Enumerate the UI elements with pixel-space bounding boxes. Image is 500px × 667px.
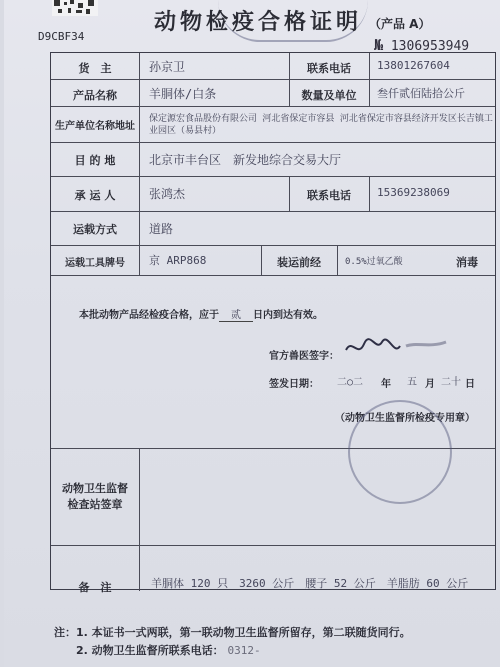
footnote-2: [76, 642, 261, 658]
contact-value: 13801267604: [377, 59, 450, 72]
shipper-label: 货 主: [78, 62, 112, 75]
carrier-phone-value: 15369238069: [377, 186, 450, 199]
issue-date-day: 二十: [441, 377, 461, 388]
issue-date-month: 五: [407, 377, 417, 388]
qr-code: [52, 0, 98, 16]
carrier-label: 承 运 人: [74, 189, 116, 202]
carrier-value: 张鸿杰: [149, 187, 186, 201]
disinfect-suffix: 消毒: [456, 256, 478, 269]
plate-label: 运载工具牌号: [65, 258, 125, 269]
validity-days: 贰: [219, 306, 253, 322]
disinfect-label: 装运前经: [277, 256, 321, 269]
form-code: D9CBF34: [38, 30, 85, 43]
product-label: 产品名称: [73, 89, 117, 102]
disinfect-value: 0.5%过氧乙酸: [345, 257, 403, 267]
serial-value: 1306953949: [390, 39, 470, 54]
transport-label: 运载方式: [73, 223, 117, 236]
remarks-value: 羊胴体 120 只 3260 公斤 腰子 52 公斤 羊脂肪 60 公斤: [151, 577, 469, 590]
seal-note: （动物卫生监督所检疫专用章）: [335, 413, 475, 424]
checkpoint-label: 动物卫生监督 检查站签章: [62, 482, 128, 511]
qty-label: 数量及单位: [301, 89, 357, 102]
serial-prefix: №: [374, 36, 384, 54]
transport-value: 道路: [149, 222, 174, 236]
vet-signature: [342, 332, 452, 362]
document-subtitle: （产品 A）: [369, 17, 431, 31]
issue-date-month-unit: 月: [425, 379, 435, 390]
destination-label: 目 的 地: [74, 154, 116, 167]
issue-date-label: 签发日期：: [269, 379, 319, 390]
footnote-2-label: 2. 动物卫生监督所联系电话：: [76, 644, 224, 657]
statement-prefix: 本批动物产品经检疫合格，应于: [79, 310, 219, 321]
destination-value: 北京市丰台区 新发地综合交易大厅: [149, 153, 342, 167]
certificate-table: [50, 52, 496, 594]
product-value: 羊胴体/白条: [149, 87, 217, 101]
origin-value: 保定源宏食品股份有限公司 河北省保定市容县 河北省保定市容县经济开发区长吉镇工业园区（易县村）: [149, 114, 493, 136]
carrier-phone-label: 联系电话: [307, 189, 351, 202]
footnote-1: 注：1. 本证书一式两联，第一联动物卫生监督所留存，第二联随货同行。: [54, 626, 411, 639]
origin-label: 生产单位名称地址: [55, 121, 135, 132]
statement-suffix: 日内到达有效。: [253, 310, 323, 321]
footnote-2-value: 0312-: [227, 644, 261, 657]
contact-label: 联系电话: [307, 62, 351, 75]
quarantine-seal: [348, 400, 452, 504]
validity-statement: [79, 306, 323, 322]
shipper-value: 孙京卫: [149, 60, 186, 74]
qty-value: 叁仟贰佰陆拾公斤: [377, 87, 465, 100]
issue-date-year-unit: 年: [381, 379, 391, 390]
plate-value: 京 ARP868: [149, 254, 207, 267]
issue-date-year: 二○二: [337, 377, 364, 388]
certificate-paper: [4, 0, 500, 667]
vet-signature-label: 官方兽医签字：: [269, 351, 339, 362]
remarks-label: 备 注: [78, 581, 112, 594]
document-title: 动物检疫合格证明: [154, 9, 363, 35]
issue-date-day-unit: 日: [465, 379, 475, 390]
